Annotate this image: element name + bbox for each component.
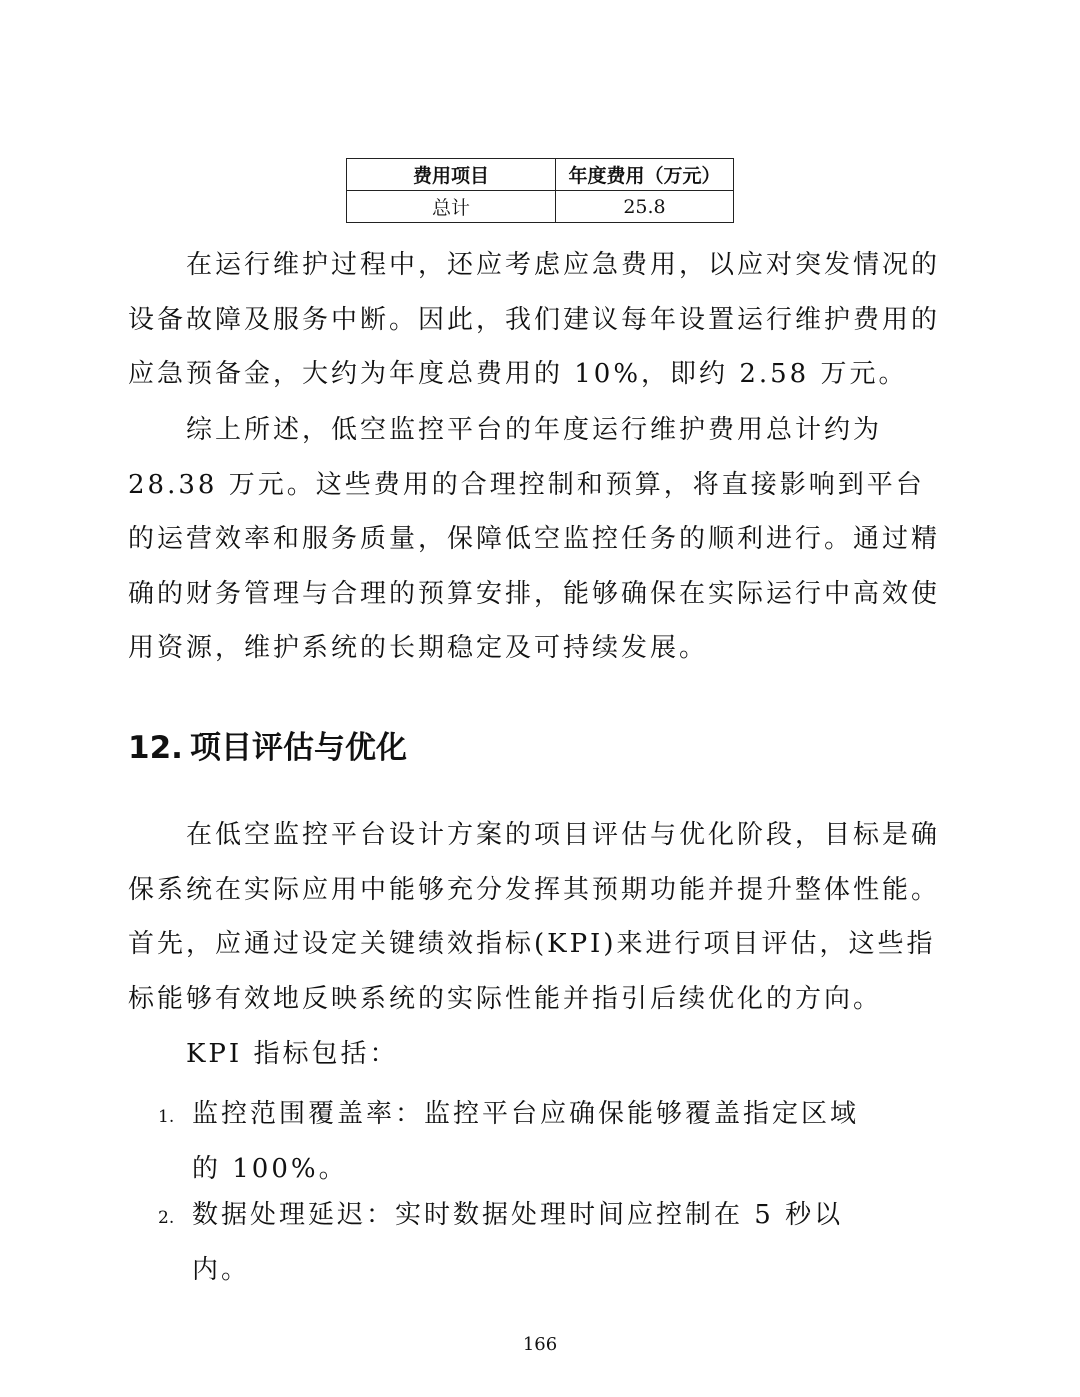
- section-title-text: 项目评估与优化: [190, 730, 407, 766]
- paragraph-section-intro: 在低空监控平台设计方案的项目评估与优化阶段，目标是确保系统在实际应用中能够充分发挥其预期功能并提升整体性能。首先，应通过设定关键绩效指标(KPI)来进行项目评估，这些指标能够有效地反映系统的实际性能并指引后续优化的方向。: [128, 820, 941, 1014]
- cost-table: [346, 158, 734, 223]
- kpi-label: KPI 指标包括：: [186, 1039, 399, 1069]
- cost-table-cell-amount: 25.8: [556, 191, 734, 223]
- section-number: 12.: [128, 730, 183, 766]
- list-item-text: 监控范围覆盖率：监控平台应确保能够覆盖指定区域的 100%。: [192, 1099, 860, 1184]
- section-heading: [128, 722, 407, 774]
- cost-table-cell-item: 总计: [347, 191, 556, 223]
- paragraph-summary: 综上所述，低空监控平台的年度运行维护费用总计约为 28.38 万元。这些费用的合理控制和预算，将直接影响到平台的运营效率和服务质量，保障低空监控任务的顺利进行。通过精确的财务管理与合理的预算安排，能够确保在实际运行中高效使用资源，维护系统的长期稳定及可持续发展。: [128, 415, 941, 663]
- table-row: [347, 191, 734, 223]
- page-number: 166: [522, 1334, 558, 1355]
- cost-table-header-row: [347, 159, 734, 191]
- paragraph-emergency-fund: 在运行维护过程中，还应考虑应急费用，以应对突发情况的设备故障及服务中断。因此，我们建议每年设置运行维护费用的应急预备金，大约为年度总费用的 10%，即约 2.58 万元。: [128, 250, 941, 389]
- cost-table-header-item: 费用项目: [347, 159, 556, 191]
- cost-table-header-amount: 年度费用（万元）: [556, 159, 734, 191]
- list-item: [158, 1087, 878, 1196]
- list-item: [158, 1188, 878, 1297]
- list-marker: 2.: [158, 1208, 175, 1228]
- list-item-text: 数据处理延迟：实时数据处理时间应控制在 5 秒以内。: [192, 1200, 844, 1285]
- list-marker: 1.: [158, 1107, 175, 1127]
